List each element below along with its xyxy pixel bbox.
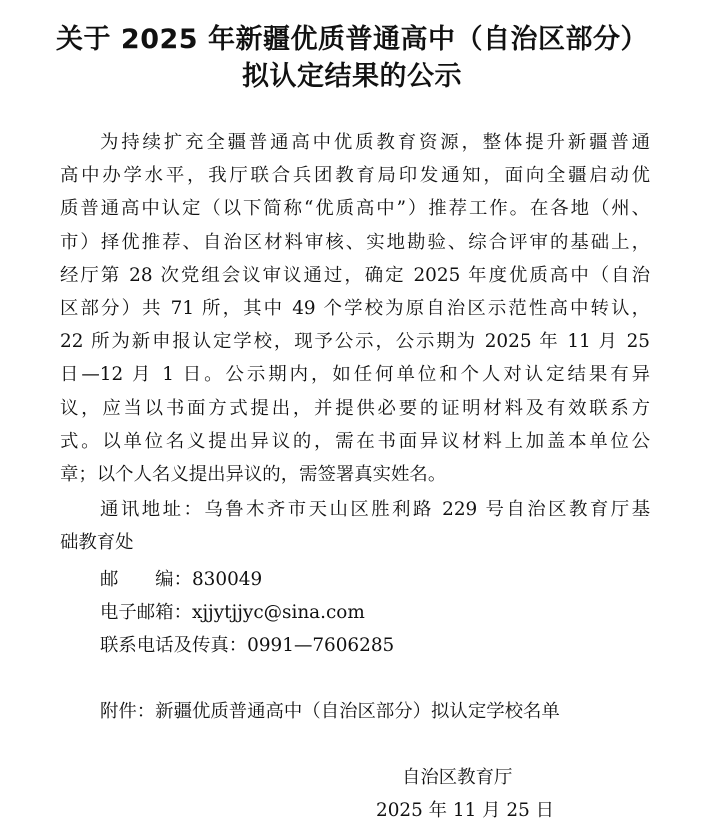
notice-body-paragraph [60, 126, 650, 491]
email-label: 电子邮箱： [100, 602, 192, 623]
address-line: 础教育处 [60, 532, 134, 554]
body-line: 市）择优推荐、自治区材料审核、实地勘验、综合评审的基础上， [60, 231, 650, 253]
email-value: xjjytjjyc@sina.com [191, 602, 365, 623]
body-line: 质普通高中认定（以下简称“优质高中”）推荐工作。在各地（州、 [60, 198, 650, 220]
body-line: 式。以单位名义提出异议的，需在书面异议材料上加盖本单位公 [60, 430, 650, 452]
document-title-line-2: 拟认定结果的公示 [242, 61, 462, 92]
signature-date: 2025 年 11 月 25 日 [376, 800, 555, 821]
body-line: 高中办学水平，我厅联合兵团教育局印发通知，面向全疆启动优 [60, 165, 650, 187]
phone-label: 联系电话及传真： [100, 635, 248, 656]
body-line: 章；以个人名义提出异议的，需签署真实姓名。 [60, 464, 447, 486]
contact-address [60, 493, 650, 559]
email-row [100, 596, 365, 629]
body-line: 日—12 月 1 日。公示期内，如任何单位和个人对认定结果有异 [60, 364, 650, 386]
body-line: 经厅第 28 次党组会议审议通过，确定 2025 年度优质高中（自治 [60, 264, 650, 286]
body-line: 议，应当以书面方式提出，并提供必要的证明材料及有效联系方 [60, 397, 650, 419]
postcode-row [100, 563, 262, 596]
body-line: 区部分）共 71 所，其中 49 个学校为原自治区示范性高中转认， [60, 298, 650, 320]
signature-org: 自治区教育厅 [402, 767, 513, 788]
phone-row [100, 629, 394, 662]
body-line: 为持续扩充全疆普通高中优质教育资源，整体提升新疆普通 [100, 132, 650, 153]
body-line: 22 所为新申报认定学校，现予公示，公示期为 2025 年 11 月 25 [60, 331, 650, 353]
address-line: 通讯地址：乌鲁木齐市天山区胜利路 229 号自治区教育厅基 [100, 499, 650, 520]
postcode-value: 830049 [191, 569, 263, 590]
postcode-label: 邮 编： [100, 569, 192, 590]
phone-value: 0991—7606285 [247, 635, 395, 656]
document-title-line-1: 关于 2025 年新疆优质普通高中（自治区部分） [56, 24, 648, 55]
attachment-note: 附件：新疆优质普通高中（自治区部分）拟认定学校名单 [100, 701, 560, 722]
